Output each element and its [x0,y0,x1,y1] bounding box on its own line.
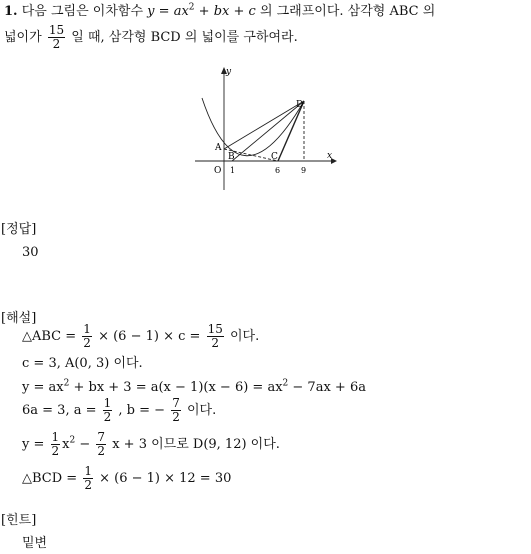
label-tick-9: 9 [301,166,307,175]
solution-line-4: 6a = 3, a = $\frac{1}{2}$ , b = − $\frac{7}{2}$ 이다. [22,396,217,424]
label-A: A [215,143,222,153]
solution-line-3: $y = ax^2$ + bx + $3 = a(x - 1)(x - 6) = ax^2 - 7ax + 6a$ [22,378,366,395]
answer-header: [정답] [1,222,37,237]
solution-line-6: △BCD = $\frac{1}{2}$ × (6 − 1) × 12 = 30 [22,464,232,492]
solution-line-1: △ABC = $\frac{1}{2}$ × (6 − 1) × c = $\frac{15}{2}$ 이다. [22,322,260,350]
label-x: x [327,151,333,161]
label-tick-6: 6 [275,166,281,175]
label-origin: O [214,166,222,176]
label-B: B [228,152,235,162]
solution-line-2: c = 3, A(0, 3) 이다. [22,356,143,371]
label-C: C [271,152,278,162]
fraction-15-2: $\frac{15}{2}$ [48,23,65,51]
solution-header: [해설] [1,311,37,326]
label-y: y [226,67,232,77]
solution-line-5: y = $\frac{1}{2}$ $x^2$ − $\frac{7}{2}$ x + 3 이므로 D(9, 12) 이다. [22,430,280,458]
problem-line-1: 1. 다음 그림은 이차함수 $y = ax^2$ + bx + c 의 그래프이다. 삼각형 ABC 의 [4,2,436,19]
problem-number: 1. [4,4,18,19]
hint-header: [힌트] [1,513,37,528]
answer-value: 30 [22,245,39,260]
problem-line-2: 넓이가 $\frac{15}{2}$ 일 때, 삼각형 BCD 의 넓이를 구하여라. [4,23,298,51]
line-BD [232,101,304,161]
label-D: D [296,100,304,110]
parabola-figure [195,62,340,197]
line-AD [224,101,304,149]
hint-value: 밑변 [22,536,48,551]
line-CD [278,101,304,161]
label-tick-1: 1 [230,166,236,175]
